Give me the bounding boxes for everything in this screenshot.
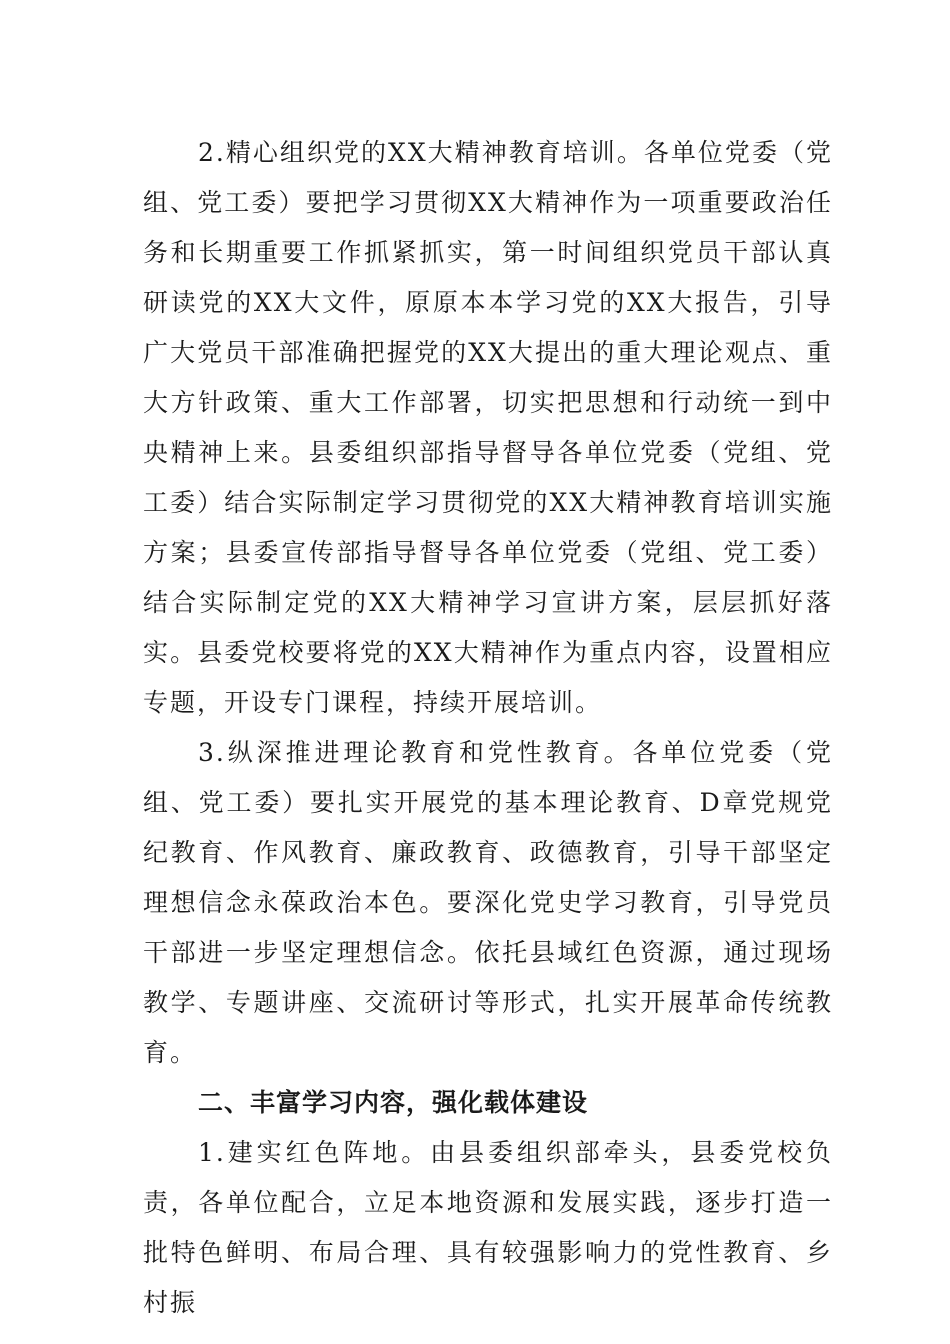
- document-body: [143, 128, 833, 1328]
- paragraph-2-training: 2.精心组织党的XX大精神教育培训。各单位党委（党组、党工委）要把学习贯彻XX大精神作为一项重要政治任务和长期重要工作抓紧抓实，第一时间组织党员干部认真研读党的XX大文件，原原本本学习党的XX大报告，引导广大党员干部准确把握党的XX大提出的重大理论观点、重大方针政策、重大工作部署，切实把思想和行动统一到中央精神上来。县委组织部指导督导各单位党委（党组、党工委）结合实际制定学习贯彻党的XX大精神教育培训实施方案；县委宣传部指导督导各单位党委（党组、党工委）结合实际制定党的XX大精神学习宣讲方案，层层抓好落实。县委党校要将党的XX大精神作为重点内容，设置相应专题，开设专门课程，持续开展培训。: [143, 138, 833, 717]
- paragraph-1-red-base: 1.建实红色阵地。由县委组织部牵头，县委党校负责，各单位配合，立足本地资源和发展实践，逐步打造一批特色鲜明、布局合理、具有较强影响力的党性教育、乡村振: [143, 1138, 833, 1317]
- paragraph-3-theory-education: 3.纵深推进理论教育和党性教育。各单位党委（党组、党工委）要扎实开展党的基本理论教育、D章党规党纪教育、作风教育、廉政教育、政德教育，引导干部坚定理想信念永葆政治本色。要深化党史学习教育，引导党员干部进一步坚定理想信念。依托县域红色资源，通过现场教学、专题讲座、交流研讨等形式，扎实开展革命传统教育。: [143, 738, 833, 1067]
- section-heading: 二、丰富学习内容，强化载体建设: [198, 1088, 589, 1117]
